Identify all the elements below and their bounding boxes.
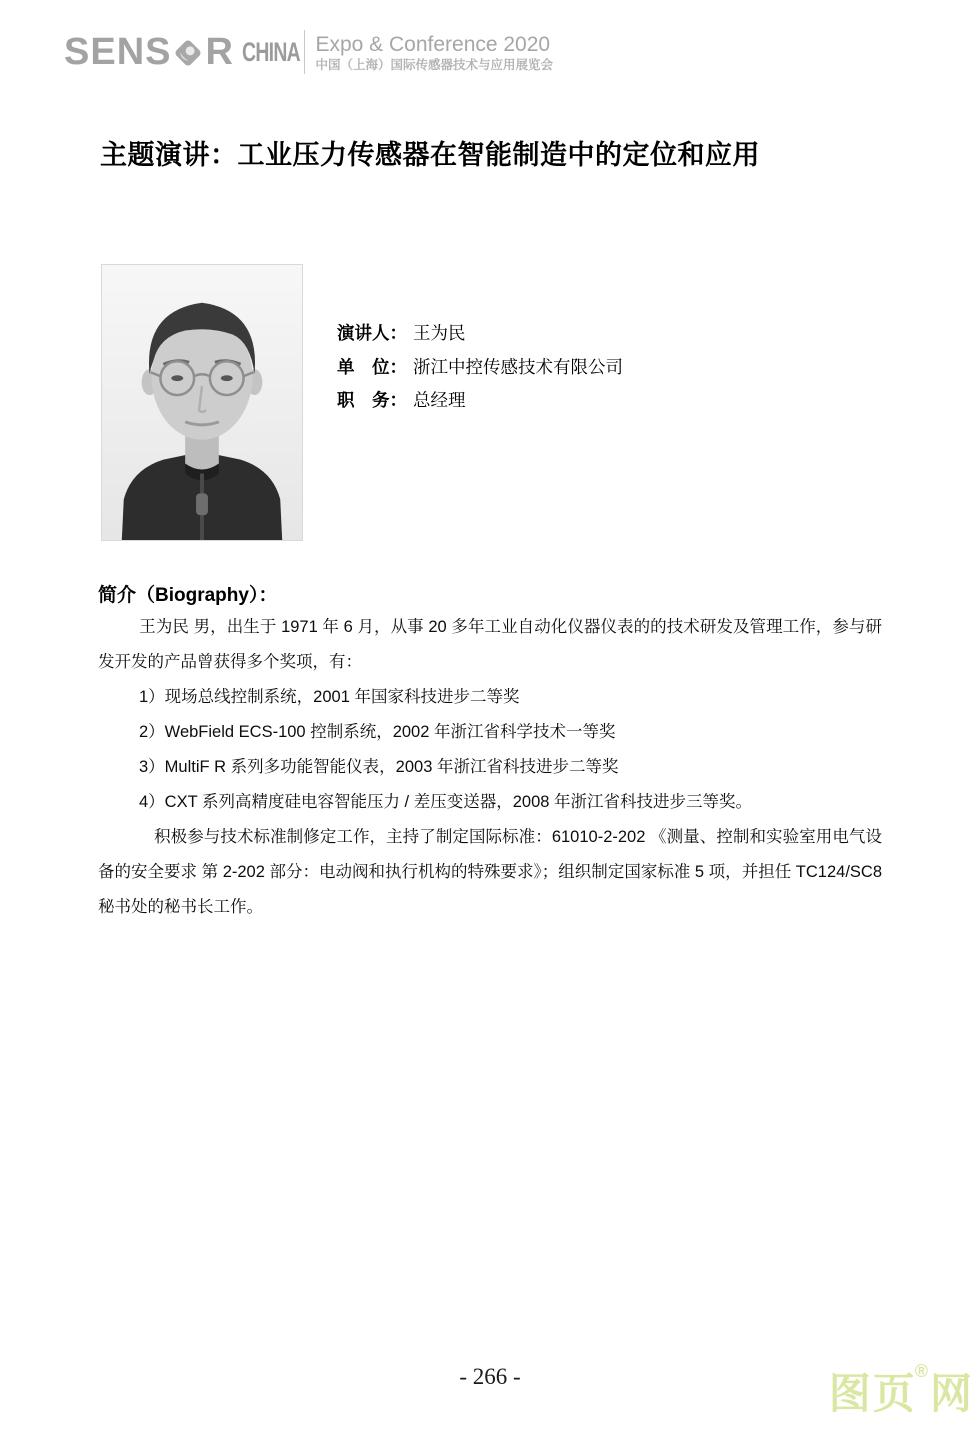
speaker-company-row (337, 350, 623, 384)
logo-subtitle-en: Expo & Conference 2020 (315, 32, 551, 56)
biography-heading: 简介（Biography）： (98, 585, 278, 606)
speaker-photo (101, 264, 303, 541)
award-list-item: 1）现场总线控制系统，2001 年国家科技进步二等奖 (139, 688, 520, 706)
speaker-name-label: 演讲人： (337, 323, 407, 344)
speaker-position-row (337, 383, 623, 417)
speaker-position-value: 总经理 (413, 390, 466, 411)
page-title: 主题演讲：工业压力传感器在智能制造中的定位和应用 (100, 140, 760, 170)
award-list-item: 2）WebField ECS-100 控制系统，2002 年浙江省科学技术一等奖 (139, 723, 616, 741)
logo-subtitle (315, 31, 553, 74)
speaker-name-value: 王为民 (413, 323, 466, 344)
speaker-company-label: 单 位： (337, 356, 407, 377)
registered-trademark-icon: ® (914, 1361, 928, 1381)
speaker-name-row (337, 316, 623, 350)
biography-body (98, 610, 882, 925)
watermark-logo (828, 1361, 974, 1417)
sensor-china-logo (64, 30, 553, 74)
watermark-text-1: 图页 (828, 1370, 917, 1417)
logo-divider (304, 30, 305, 74)
biography-paragraph-1: 王为民 男，出生于 1971 年 6 月，从事 20 多年工业自动化仪器仪表的的技术研发及管理工作，参与研发开发的产品曾获得多个奖项，有： (98, 618, 882, 671)
logo-sensor-text-suffix: R (205, 31, 234, 73)
speaker-position-label: 职 务： (337, 390, 407, 411)
speaker-company-value: 浙江中控传感技术有限公司 (413, 356, 623, 377)
logo-subtitle-cn: 中国（上海）国际传感器技术与应用展览会 (315, 57, 553, 72)
logo-wordmark (64, 33, 322, 71)
speaker-info (337, 316, 623, 417)
logo-sensor-text-prefix: SENS (64, 31, 172, 73)
page-number: - 266 - (459, 1364, 521, 1389)
award-list-item: 3）MultiF R 系列多功能智能仪表，2003 年浙江省科技进步二等奖 (139, 758, 619, 776)
logo-china-text: CHINA (241, 36, 300, 67)
award-list (98, 680, 882, 820)
watermark-text-2: 网 (929, 1370, 974, 1417)
sensor-chip-icon (173, 38, 203, 68)
award-list-item: 4）CXT 系列高精度硅电容智能压力 / 差压变送器，2008 年浙江省科技进步三等奖。 (139, 793, 753, 811)
biography-paragraph-2: 积极参与技术标准制修定工作，主持了制定国际标准：61010-2-202 《测量、控制和实验室用电气设备的安全要求 第 2-202 部分：电动阀和执行机构的特殊要求》；组织制定国家标准 5 项，并担任 TC124/SC8 秘书处的秘书长工作。 (98, 828, 882, 916)
